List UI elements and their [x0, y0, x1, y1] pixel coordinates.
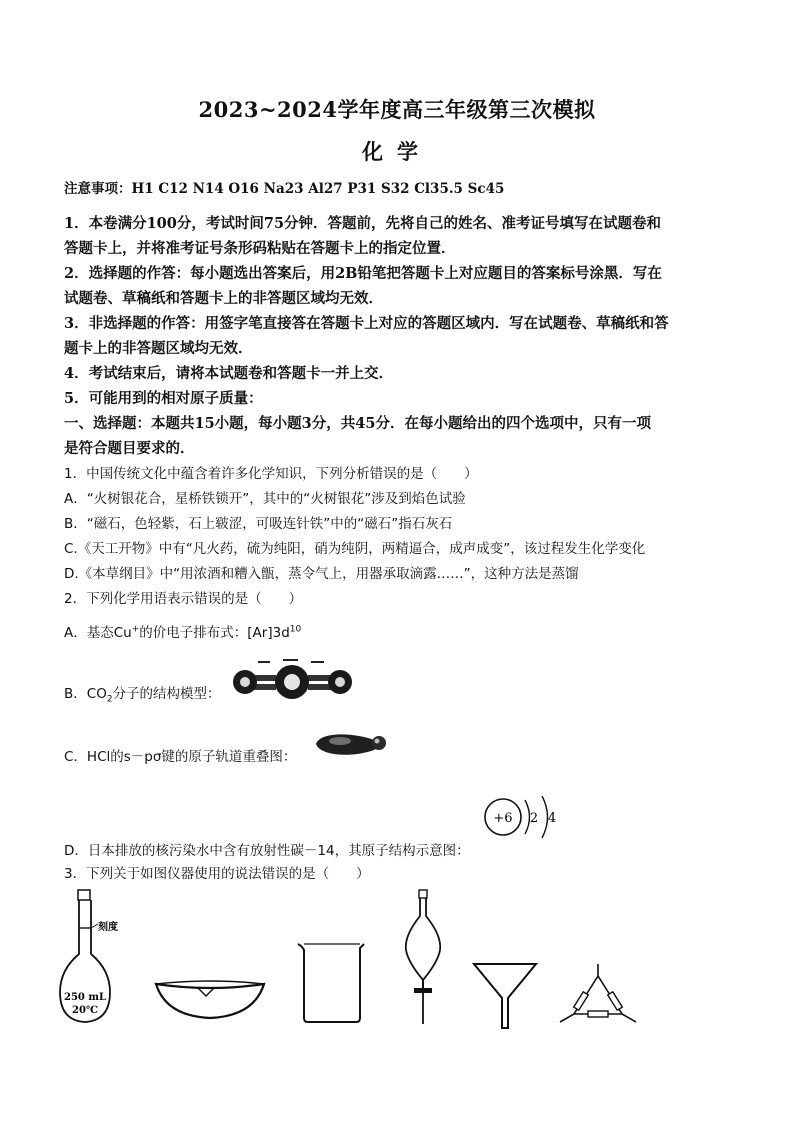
q2-b-post: 分子的结构模型： — [112, 686, 221, 702]
q2-a-ion: Cu — [113, 625, 132, 641]
q2-option-c: C．HCl的s－pσ键的原子轨道重叠图： — [64, 749, 297, 765]
flask-stopper — [78, 890, 90, 900]
flask-volume-label: 250 mL — [64, 992, 106, 1003]
q1-option-a: A．“火树银花合，星桥铁锁开”，其中的“火树银花”涉及到焰色试验 — [64, 491, 466, 507]
q2-a-middle: 的价电子排布式： — [139, 625, 248, 641]
note-4: 4．考试结束后，请将本试题卷和答题卡一并上交． — [64, 365, 394, 382]
funnel-stopcock — [414, 988, 432, 993]
funnel-figure — [470, 958, 540, 1030]
note-5: 5．可能用到的相对原子质量： — [64, 390, 263, 407]
electron-shell-2-arc — [542, 796, 548, 838]
flask-label-pointer — [91, 924, 98, 928]
funnel-stopper — [419, 890, 427, 898]
q1-option-c: C.《天工开物》中有“凡火药，硫为纯阳，硝为纯阴，两精逼合，成声成变”，该过程发生化学变化 — [64, 541, 646, 557]
flask-temp-label: 20℃ — [72, 1005, 98, 1016]
q2-a-exponent: 10 — [289, 624, 302, 635]
s-orbital-highlight — [375, 739, 380, 744]
note-2b: 试题卷、草稿纸和答题卡上的非答题区域均无效． — [64, 290, 383, 307]
evaporating-dish-figure — [150, 976, 270, 1024]
electron-shell-1-arc — [525, 800, 530, 834]
clay-tube-right — [608, 992, 623, 1010]
q2-a-prefix: A．基态 — [64, 625, 114, 641]
q2-b-prefix: B． — [64, 686, 87, 702]
exam-title: 2023~2024学年度高三年级第三次模拟 — [198, 97, 596, 122]
dish-rim — [156, 981, 264, 984]
co2-oxygen-left-highlight — [240, 677, 250, 687]
beaker-body — [298, 944, 364, 1022]
p-orbital-highlight — [329, 737, 351, 745]
note-3a: 3．非选择题的作答：用签字笔直接答在答题卡上对应的答题区域内．写在试题卷、草稿纸和答 — [64, 315, 669, 332]
co2-model-figure — [228, 656, 358, 706]
s-orbital-sphere — [372, 736, 386, 750]
note-1b: 答题卡上，并将准考证号条形码粘贴在答题卡上的指定位置． — [64, 240, 456, 257]
nucleus-charge: +6 — [493, 811, 513, 826]
triangle-wire-left — [560, 1014, 574, 1022]
section-heading-a: 一、选择题：本题共15小题，每小题3分，共45分．在每小题给出的四个选项中，只有一项 — [64, 415, 651, 432]
q1-option-b: B．“磁石，色轻紫，石上皲涩，可吸连针铁”中的“磁石”指石灰石 — [64, 516, 453, 532]
orbital-overlap-figure — [312, 728, 392, 764]
triangle-wire-right — [622, 1014, 636, 1022]
note-1a: 1．本卷满分100分，考试时间75分钟．答题前，先将自己的姓名、准考证号填写在试题卷和 — [64, 215, 662, 232]
q2-b-formula: CO — [86, 686, 107, 702]
q3-stem: 3．下列关于如图仪器使用的说法错误的是（ ） — [64, 866, 370, 882]
q1-stem: 1．中国传统文化中蕴含着许多化学知识，下列分析错误的是（ ） — [64, 466, 478, 482]
q2-option-d: D．日本排放的核污染水中含有放射性碳－14，其原子结构示意图： — [64, 843, 470, 859]
atomic-structure-figure — [478, 790, 568, 844]
electron-shell-1-count: 2 — [529, 811, 539, 826]
atomic-mass-note: 注意事项：H1 C12 N14 O16 Na23 Al27 P31 S32 Cl35.5 Sc45 — [64, 181, 505, 197]
q2-option-a — [64, 623, 301, 643]
electron-shell-2-count: 4 — [547, 811, 557, 826]
funnel-bulb — [406, 898, 440, 980]
note-3b: 题卡上的非答题区域均无效． — [64, 340, 253, 357]
volumetric-flask-figure — [58, 888, 130, 1028]
q1-option-d: D.《本草纲目》中“用浓酒和糟入甑，蒸令气上，用器承取滴露……”，这种方法是蒸馏 — [64, 566, 579, 582]
co2-oxygen-right-highlight — [335, 677, 345, 687]
subject-title: 化学 — [362, 139, 432, 164]
funnel-body — [474, 964, 536, 1028]
q2-a-config: [Ar]3d — [247, 625, 290, 641]
flask-mark-label: 刻度 — [98, 922, 118, 933]
q2-a-charge: + — [131, 624, 140, 635]
clay-tube-left — [574, 992, 589, 1010]
note-2a: 2．选择题的作答：每小题选出答案后，用2B铅笔把答题卡上对应题目的答案标号涂黑．写在 — [64, 265, 662, 282]
beaker-figure — [292, 940, 368, 1026]
clay-tube-bottom — [588, 1011, 608, 1017]
clay-triangle-figure — [556, 962, 640, 1030]
flask-body — [60, 900, 110, 1022]
section-heading-b: 是符合题目要求的． — [64, 440, 195, 457]
p-orbital-lobe — [316, 734, 377, 754]
dish-body — [156, 984, 264, 1018]
q2-option-b — [64, 684, 221, 704]
q2-stem: 2．下列化学用语表示错误的是（ ） — [64, 591, 303, 607]
q2-b-subscript: 2 — [106, 694, 113, 705]
co2-carbon-highlight — [284, 674, 300, 690]
separatory-funnel-figure — [400, 888, 448, 1028]
